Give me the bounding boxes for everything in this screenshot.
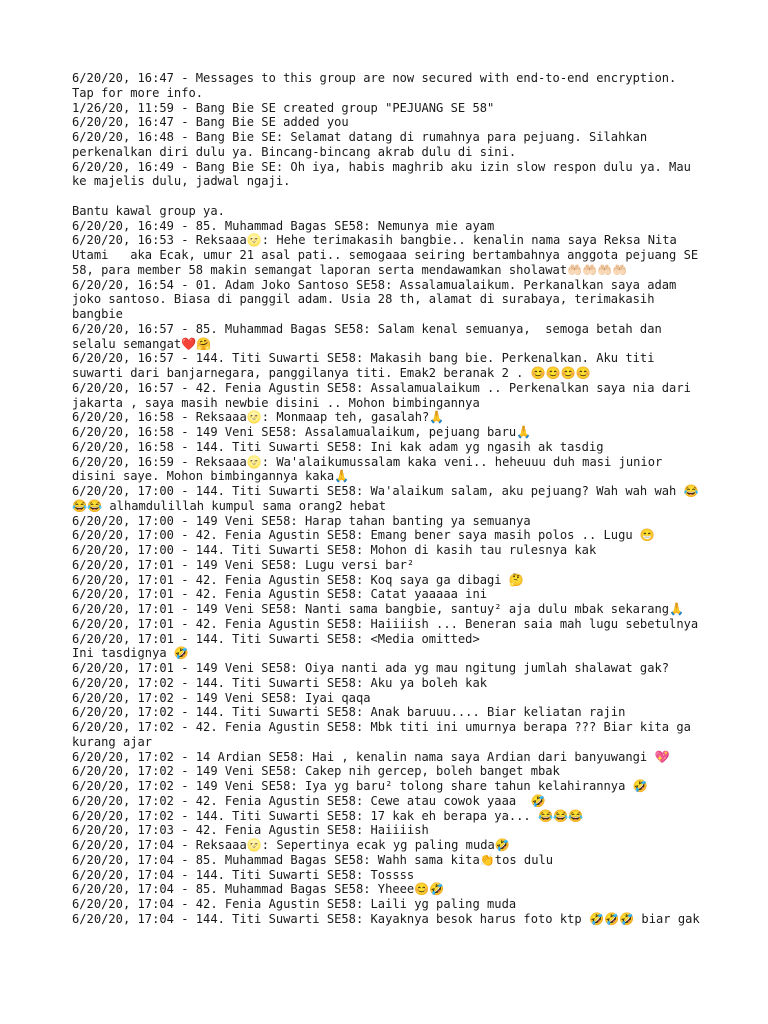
transcript-line: 6/20/20, 17:04 - 144. Titi Suwarti SE58: Tossss — [72, 867, 415, 882]
transcript-line: 6/20/20, 16:59 - Reksaaa🌝: Wa'alaikumussalam kaka veni.. heheuuu duh masi junior disini saye. Mohon bimbingannya kaka🙏 — [72, 454, 670, 484]
transcript-line: 6/20/20, 17:04 - 144. Titi Suwarti SE58: Kayaknya besok harus foto ktp 🤣🤣🤣 biar gak — [72, 911, 700, 926]
transcript-line: 6/20/20, 16:57 - 144. Titi Suwarti SE58: Makasih bang bie. Perkenalkan. Aku titi suwarti dari banjarnegara, panggilanya titi. Emak2 beranak 2 . 😊😊😊😊 — [72, 351, 662, 380]
transcript-line: 6/20/20, 16:58 - 149 Veni SE58: Assalamualaikum, pejuang baru🙏 — [72, 425, 532, 439]
transcript-line: 1/26/20, 11:59 - Bang Bie SE created group "PEJUANG SE 58" — [72, 100, 495, 115]
transcript-line: 6/20/20, 17:01 - 144. Titi Suwarti SE58: <Media omitted> — [72, 631, 480, 646]
transcript-line: 6/20/20, 17:02 - 144. Titi Suwarti SE58: Aku ya boleh kak — [72, 675, 488, 690]
transcript-line: 6/20/20, 17:01 - 149 Veni SE58: Lugu versi bar² — [72, 557, 415, 572]
transcript-line: 6/20/20, 16:49 - 85. Muhammad Bagas SE58: Nemunya mie ayam — [72, 218, 495, 233]
transcript-line: 6/20/20, 17:02 - 42. Fenia Agustin SE58: Cewe atau cowok yaaa 🤣 — [72, 793, 546, 808]
transcript-line: 6/20/20, 17:04 - 42. Fenia Agustin SE58: Laili yg paling muda — [72, 897, 517, 911]
transcript-line: 6/20/20, 17:00 - 144. Titi Suwarti SE58: Wa'alaikum salam, aku pejuang? Wah wah wah 😂😂😂 alhamdulillah kumpul sama orang2 hebat — [72, 484, 699, 513]
transcript-line: 6/20/20, 17:03 - 42. Fenia Agustin SE58: Haiiiish — [72, 823, 429, 838]
transcript-line: 6/20/20, 17:00 - 144. Titi Suwarti SE58: Mohon di kasih tau rulesnya kak — [72, 543, 597, 557]
transcript-line: 6/20/20, 17:01 - 42. Fenia Agustin SE58: Koq saya ga dibagi 🤔 — [72, 572, 524, 587]
transcript-line: 6/20/20, 16:47 - Bang Bie SE added you — [72, 115, 349, 130]
transcript-line: 6/20/20, 17:04 - Reksaaa🌝: Sepertinya ecak yg paling muda🤣 — [72, 838, 510, 852]
transcript-line: 6/20/20, 16:54 - 01. Adam Joko Santoso SE58: Assalamualaikum. Perkanalkan saya adam joko santoso. Biasa di panggil adam. Usia 28 th, alamat di surabaya, terimakasih bangbie — [72, 277, 684, 321]
transcript-line: 6/20/20, 16:57 - 42. Fenia Agustin SE58: Assalamualaikum .. Perkenalkan saya nia dari jakarta , saya masih newbie disini .. Mohon bimbingannya — [72, 380, 699, 410]
transcript-line: 6/20/20, 16:58 - 144. Titi Suwarti SE58: Ini kak adam yg ngasih ak tasdig — [72, 439, 604, 454]
transcript-line: 6/20/20, 17:01 - 149 Veni SE58: Nanti sama bangbie, santuy² aja dulu mbak sekarang🙏 — [72, 602, 685, 616]
transcript-line: 6/20/20, 17:02 - 14 Ardian SE58: Hai , kenalin nama saya Ardian dari banyuwangi 💖 — [72, 749, 670, 764]
transcript-line: 6/20/20, 17:00 - 149 Veni SE58: Harap tahan banting ya semuanya — [72, 513, 531, 528]
transcript-line: 6/20/20, 16:57 - 85. Muhammad Bagas SE58: Salam kenal semuanya, semoga betah dan selalu semangat❤️🤗 — [72, 321, 670, 351]
transcript-line: Ini tasdignya 🤣 — [72, 646, 189, 661]
transcript-line: 6/20/20, 17:02 - 42. Fenia Agustin SE58: Mbk titi ini umurnya berapa ??? Biar kita ga kurang ajar — [72, 720, 699, 749]
transcript-line: 6/20/20, 17:01 - 42. Fenia Agustin SE58: Catat yaaaaa ini — [72, 587, 488, 602]
transcript-line: 6/20/20, 17:02 - 149 Veni SE58: Cakep nih gercep, boleh banget mbak — [72, 764, 560, 779]
chat-transcript — [72, 71, 706, 927]
transcript-line: 6/20/20, 17:00 - 42. Fenia Agustin SE58: Emang bener saya masih polos .. Lugu 😁 — [72, 528, 655, 543]
transcript-line: 6/20/20, 17:02 - 144. Titi Suwarti SE58: Anak baruuu.... Biar keliatan rajin — [72, 705, 626, 720]
blank-line — [72, 189, 702, 204]
transcript-line: Bantu kawal group ya. — [72, 203, 225, 218]
transcript-line: 6/20/20, 16:48 - Bang Bie SE: Selamat datang di rumahnya para pejuang. Silahkan perkenalkan diri dulu ya. Bincang-bincang akrab dulu di sini. — [72, 130, 655, 159]
transcript-line: 6/20/20, 16:58 - Reksaaa🌝: Monmaap teh, gasalah?🙏 — [72, 410, 445, 425]
transcript-line: 6/20/20, 16:49 - Bang Bie SE: Oh iya, habis maghrib aku izin slow respon dulu ya. Mau ke majelis dulu, jadwal ngaji. — [72, 159, 699, 189]
transcript-line: 6/20/20, 17:04 - 85. Muhammad Bagas SE58: Yheee😊🤣 — [72, 882, 445, 897]
transcript-line: 6/20/20, 17:01 - 149 Veni SE58: Oiya nanti ada yg mau ngitung jumlah shalawat gak? — [72, 661, 670, 675]
transcript-line: 6/20/20, 16:47 - Messages to this group are now secured with end-to-end encryption. Tap for more info. — [72, 71, 684, 100]
transcript-line: 6/20/20, 17:01 - 42. Fenia Agustin SE58: Haiiiish ... Beneran saia mah lugu sebetulnya — [72, 616, 699, 631]
transcript-line: 6/20/20, 17:02 - 149 Veni SE58: Iya yg baru² tolong share tahun kelahirannya 🤣 — [72, 779, 648, 793]
transcript-line: 6/20/20, 16:53 - Reksaaa🌝: Hehe terimakasih bangbie.. kenalin nama saya Reksa Nita Utami aka Ecak, umur 21 asal pati.. semogaaa seiring bertambahnya anggota pejuang SE 58, para member 58 makin semangat laporan serta mendawamkan sholawat🤲🏻🤲🏻🤲🏻🤲🏻 — [72, 233, 706, 277]
transcript-line: 6/20/20, 17:02 - 144. Titi Suwarti SE58: 17 kak eh berapa ya... 😂😂😂 — [72, 808, 584, 823]
transcript-line: 6/20/20, 17:04 - 85. Muhammad Bagas SE58: Wahh sama kita👏tos dulu — [72, 852, 554, 867]
transcript-line: 6/20/20, 17:02 - 149 Veni SE58: Iyai qaqa — [72, 690, 371, 705]
